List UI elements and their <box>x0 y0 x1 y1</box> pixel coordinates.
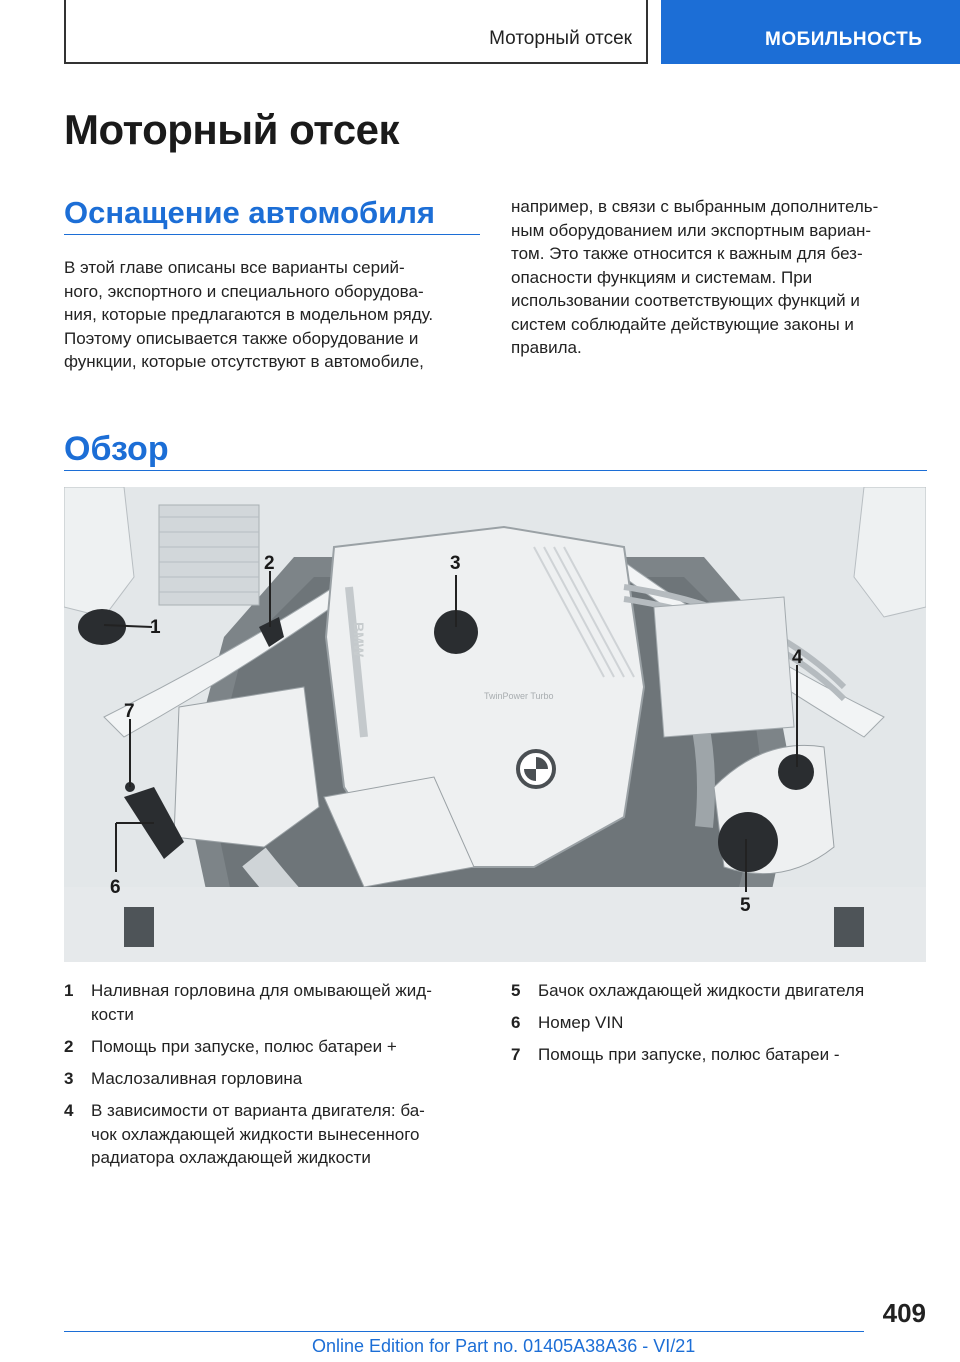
engine-compartment-figure <box>64 487 926 962</box>
section-rule <box>64 234 480 235</box>
section-title-equipment: Оснащение автомобиля <box>64 195 435 230</box>
legend-text: Маслозаливная горловина <box>91 1069 303 1088</box>
callout-5: 5 <box>740 895 751 916</box>
text-line: В этой главе описаны все варианты серий- <box>64 258 405 277</box>
text-line: том. Это также относится к важным для без- <box>511 244 863 263</box>
text-line: опасности функциям и системам. При <box>511 267 813 287</box>
legend-text: Наливная горловина для омывающей жид- <box>91 981 432 1000</box>
text-line: функции, которые отсутствуют в автомобиле, <box>64 352 424 371</box>
header-section-tab <box>64 0 648 64</box>
turbo-text: TwinPower Turbo <box>484 691 554 701</box>
section-title-overview: Обзор <box>64 430 169 468</box>
legend-number: 6 <box>511 1013 521 1032</box>
text-line: например, в связи с выбранным дополнитель- <box>511 197 879 216</box>
text-line: Поэтому описывается также оборудование и <box>64 328 419 348</box>
callout-7: 7 <box>124 701 135 722</box>
text-line: ния, которые предлагаются в модельном ряду. <box>64 305 434 324</box>
legend-number: 5 <box>511 981 521 1000</box>
legend-number: 1 <box>64 981 74 1000</box>
paragraph-col2 <box>511 195 878 360</box>
section-rule <box>64 470 927 471</box>
callout-2: 2 <box>264 553 275 574</box>
callout-1: 1 <box>150 617 161 638</box>
text-line: ного, экспортного и специального оборудова- <box>64 281 424 301</box>
legend-number: 7 <box>511 1045 521 1064</box>
paragraph-col1 <box>64 256 433 374</box>
text-line: правила. <box>511 338 582 357</box>
legend-text: кости <box>91 1004 134 1024</box>
header-chapter-tab <box>661 0 960 64</box>
header-chapter-label: МОБИЛЬНОСТЬ <box>765 29 923 50</box>
page-title: Моторный отсек <box>64 106 400 153</box>
legend-number: 2 <box>64 1037 74 1056</box>
footer-edition: Online Edition for Part no. 01405A38A36 - VI/21 <box>312 1336 696 1356</box>
text-line: ным оборудованием или экспортным вариан- <box>511 220 872 240</box>
legend-number: 4 <box>64 1101 74 1120</box>
text-line: систем соблюдайте действующие законы и <box>511 314 854 334</box>
legend-text: чок охлаждающей жидкости вынесенного <box>91 1124 420 1144</box>
legend-text: Бачок охлаждающей жидкости двигателя <box>538 981 865 1000</box>
text-line: использовании соответствующих функций и <box>511 291 860 310</box>
legend-text: Номер VIN <box>538 1013 624 1032</box>
footer-rule <box>64 1331 864 1332</box>
legend-text: В зависимости от варианта двигателя: ба- <box>91 1101 425 1120</box>
legend-text: Помощь при запуске, полюс батареи - <box>538 1045 840 1064</box>
callout-6: 6 <box>110 877 121 898</box>
callout-4: 4 <box>792 647 803 668</box>
header-section-label: Моторный отсек <box>489 28 632 49</box>
engine-cover-text: BMW <box>351 622 367 657</box>
callout-3: 3 <box>450 553 461 574</box>
page-number: 409 <box>882 1298 926 1328</box>
legend-text: радиатора охлаждающей жидкости <box>91 1148 371 1167</box>
legend-number: 3 <box>64 1069 74 1088</box>
legend-text: Помощь при запуске, полюс батареи + <box>91 1037 397 1056</box>
